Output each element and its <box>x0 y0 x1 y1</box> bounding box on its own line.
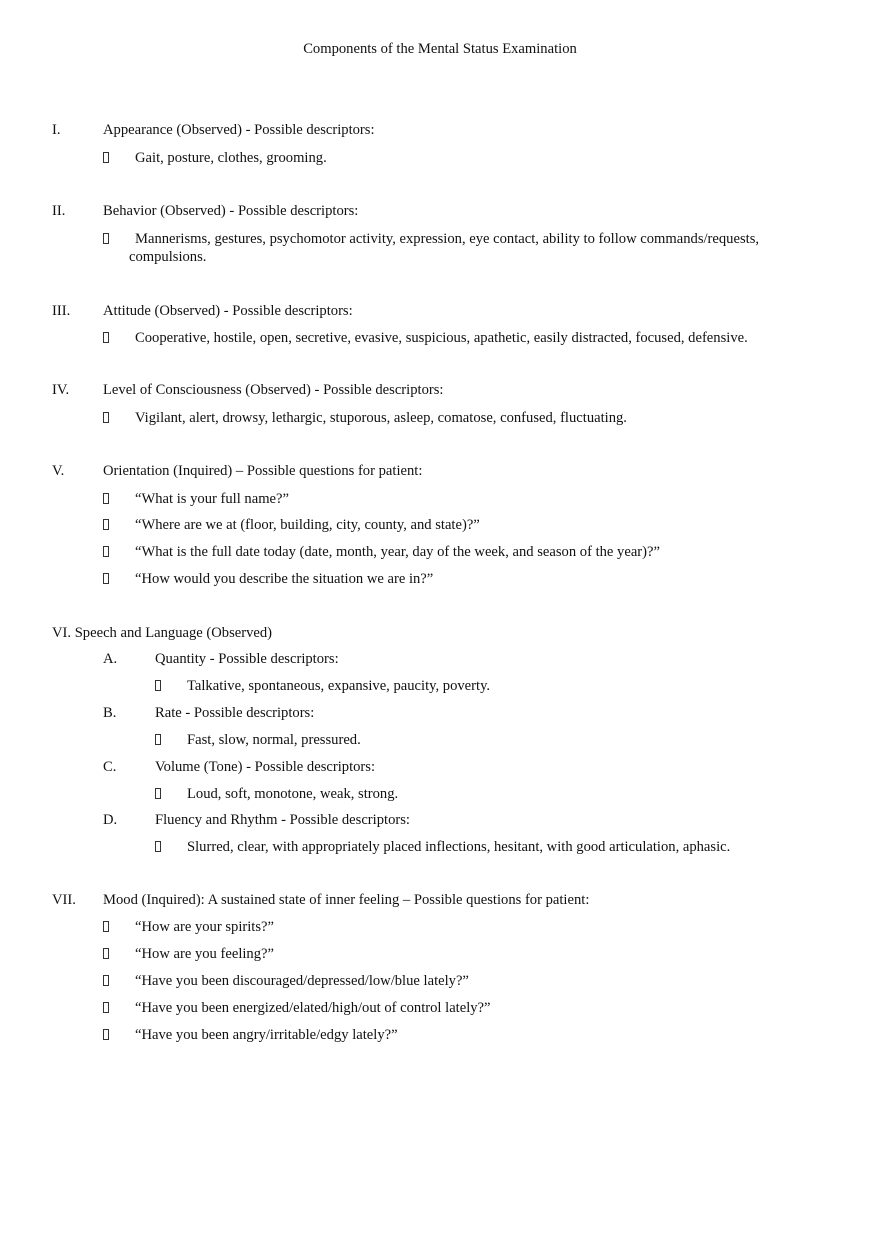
section-numeral: IV. <box>52 382 70 398</box>
section-numeral: V. <box>52 463 65 479</box>
bullet-item-continuation: compulsions. <box>129 249 207 265</box>
section-numeral: II. <box>52 203 66 219</box>
bullet-glyph-icon <box>103 412 109 423</box>
bullet-item: “What is your full name?” <box>135 491 289 507</box>
bullet-glyph-icon <box>103 493 109 504</box>
bullet-glyph-icon <box>103 975 109 986</box>
bullet-item: “How would you describe the situation we are in?” <box>135 571 434 587</box>
subsection-label: Rate - Possible descriptors: <box>155 705 315 721</box>
bullet-item: Cooperative, hostile, open, secretive, evasive, suspicious, apathetic, easily distracted, focused, defensive. <box>135 330 748 346</box>
bullet-glyph-icon <box>103 573 109 584</box>
bullet-glyph-icon <box>155 734 161 745</box>
bullet-glyph-icon <box>155 841 161 852</box>
subsection-letter: A. <box>103 651 118 667</box>
section-numeral: III. <box>52 303 71 319</box>
bullet-glyph-icon <box>103 948 109 959</box>
section-heading: Level of Consciousness (Observed) - Possible descriptors: <box>103 382 444 398</box>
bullet-glyph-icon <box>103 519 109 530</box>
bullet-item: “Where are we at (floor, building, city, county, and state)?” <box>135 517 480 533</box>
document-title: Components of the Mental Status Examination <box>303 41 577 57</box>
bullet-glyph-icon <box>155 788 161 799</box>
section-numeral: VII. <box>52 892 76 908</box>
bullet-glyph-icon <box>103 921 109 932</box>
bullet-item: Loud, soft, monotone, weak, strong. <box>187 786 399 802</box>
bullet-glyph-icon <box>103 152 109 163</box>
subsection-letter: D. <box>103 812 118 828</box>
bullet-item: “How are you feeling?” <box>135 946 274 962</box>
bullet-item: “Have you been angry/irritable/edgy lately?” <box>135 1027 398 1043</box>
subsection-label: Volume (Tone) - Possible descriptors: <box>155 759 376 775</box>
bullet-item: “Have you been discouraged/depressed/low/blue lately?” <box>135 973 469 989</box>
subsection-letter: C. <box>103 759 117 775</box>
bullet-item: “How are your spirits?” <box>135 919 274 935</box>
bullet-glyph-icon <box>155 680 161 691</box>
subsection-label: Fluency and Rhythm - Possible descriptors: <box>155 812 410 828</box>
bullet-glyph-icon <box>103 332 109 343</box>
bullet-item: “What is the full date today (date, month, year, day of the week, and season of the year)?” <box>135 544 660 560</box>
section-heading: Behavior (Observed) - Possible descriptors: <box>103 203 359 219</box>
section-heading: Attitude (Observed) - Possible descriptors: <box>103 303 353 319</box>
bullet-item: Talkative, spontaneous, expansive, paucity, poverty. <box>187 678 491 694</box>
section-numeral: I. <box>52 122 61 138</box>
bullet-item: Slurred, clear, with appropriately placed inflections, hesitant, with good articulation, aphasic. <box>187 839 731 855</box>
section-heading: Orientation (Inquired) – Possible questions for patient: <box>103 463 423 479</box>
section-heading: Appearance (Observed) - Possible descriptors: <box>103 122 375 138</box>
subsection-letter: B. <box>103 705 117 721</box>
bullet-glyph-icon <box>103 1029 109 1040</box>
bullet-item: Mannerisms, gestures, psychomotor activity, expression, eye contact, ability to follow commands/requests, <box>135 231 760 247</box>
bullet-item: Vigilant, alert, drowsy, lethargic, stuporous, asleep, comatose, confused, fluctuating. <box>135 410 627 426</box>
bullet-glyph-icon <box>103 546 109 557</box>
section-heading: VI. Speech and Language (Observed) <box>52 625 273 641</box>
bullet-glyph-icon <box>103 233 109 244</box>
section-heading: Mood (Inquired): A sustained state of inner feeling – Possible questions for patient: <box>103 892 590 908</box>
bullet-glyph-icon <box>103 1002 109 1013</box>
subsection-label: Quantity - Possible descriptors: <box>155 651 339 667</box>
bullet-item: “Have you been energized/elated/high/out of control lately?” <box>135 1000 491 1016</box>
bullet-item: Gait, posture, clothes, grooming. <box>135 150 327 166</box>
bullet-item: Fast, slow, normal, pressured. <box>187 732 361 748</box>
